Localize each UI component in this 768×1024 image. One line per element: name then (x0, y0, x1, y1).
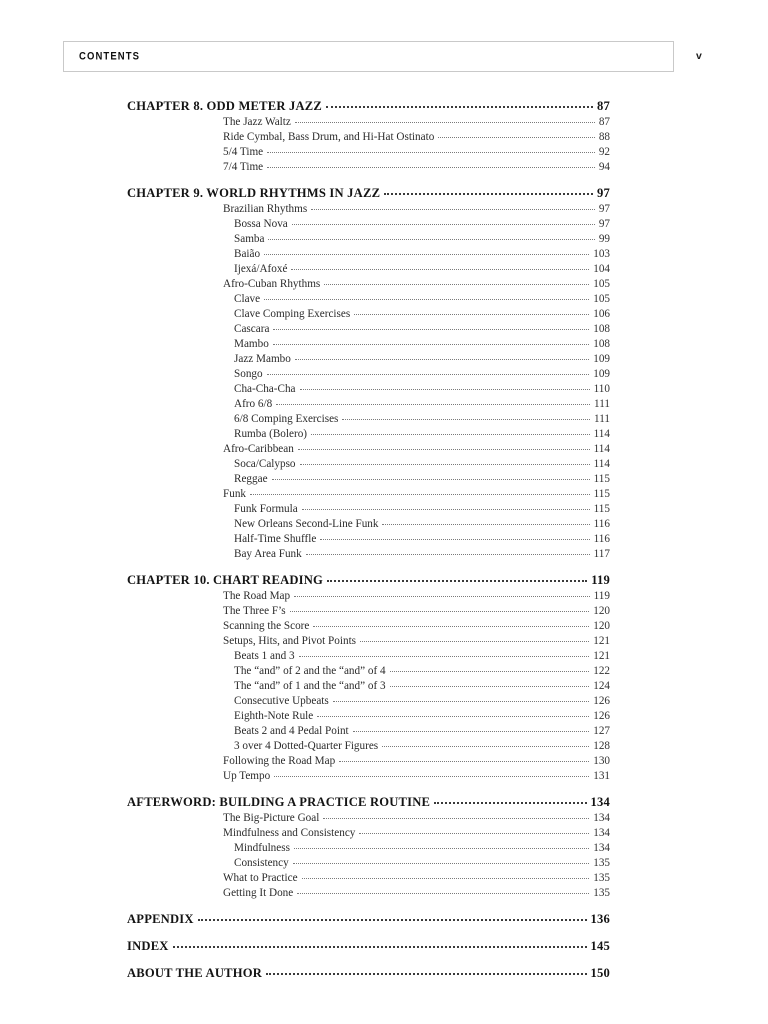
dot-leader (333, 701, 589, 702)
toc-entry-label: 7/4 Time (223, 161, 264, 173)
page-number: 115 (593, 503, 610, 515)
toc-entry-label: The “and” of 1 and the “and” of 3 (234, 680, 386, 692)
toc-heading-label: INDEX (127, 939, 169, 953)
toc-entry-row (127, 131, 610, 146)
dot-leader (264, 299, 589, 300)
dot-leader (311, 209, 595, 210)
page-number: 145 (590, 939, 610, 953)
toc-entry-row (127, 353, 610, 368)
page-number: 122 (593, 665, 610, 677)
toc-entry-row (127, 488, 610, 503)
toc-entry-row (127, 503, 610, 518)
toc-entry-row (127, 842, 610, 857)
page-number: 104 (593, 263, 610, 275)
toc-entry-row (127, 473, 610, 488)
page-number: 131 (593, 770, 610, 782)
toc-entry-row (127, 398, 610, 413)
dot-leader (294, 848, 589, 849)
page-number: 134 (593, 842, 610, 854)
toc-entry-label: Afro-Cuban Rhythms (223, 278, 321, 290)
toc-entry-row (127, 827, 610, 842)
toc-entry-row (127, 203, 610, 218)
dot-leader (276, 404, 590, 405)
toc-entry-label: Consistency (234, 857, 289, 869)
page-number: 105 (593, 278, 610, 290)
toc-entry-label: What to Practice (223, 872, 298, 884)
toc-entry-row (127, 161, 610, 176)
dot-leader (434, 802, 586, 804)
dot-leader (300, 389, 590, 390)
toc-heading-row (127, 99, 610, 116)
page-number: 87 (598, 116, 610, 128)
toc-entry-row (127, 635, 610, 650)
page-number: 114 (593, 443, 610, 455)
toc-entry-row (127, 263, 610, 278)
dot-leader (302, 878, 590, 879)
toc-entry-row (127, 233, 610, 248)
dot-leader (360, 641, 589, 642)
dot-leader (353, 731, 590, 732)
dot-leader (311, 434, 590, 435)
toc-entry-label: Funk Formula (234, 503, 298, 515)
page-number: 134 (590, 795, 610, 809)
toc-entry-label: The Big-Picture Goal (223, 812, 320, 824)
toc-entry-label: Setups, Hits, and Pivot Points (223, 635, 357, 647)
toc-entry-row (127, 338, 610, 353)
toc-heading-label: CHAPTER 10. CHART READING (127, 573, 324, 587)
toc-heading-row (127, 966, 610, 983)
toc-heading-label: AFTERWORD: BUILDING A PRACTICE ROUTINE (127, 795, 431, 809)
toc-entry-label: Afro-Caribbean (223, 443, 294, 455)
toc-entry-row (127, 695, 610, 710)
page-number: 88 (598, 131, 610, 143)
toc-entry-label: Up Tempo (223, 770, 271, 782)
toc-entry-label: The Three F’s (223, 605, 286, 617)
page-number: 135 (593, 857, 610, 869)
dot-leader (267, 152, 595, 153)
toc-entry-row (127, 518, 610, 533)
page-number: 127 (593, 725, 610, 737)
page-number: 150 (590, 966, 610, 980)
toc-section (127, 966, 610, 983)
page-number: 116 (593, 533, 610, 545)
toc-section (127, 912, 610, 929)
toc-heading-label: ABOUT THE AUTHOR (127, 966, 263, 980)
dot-leader (290, 611, 590, 612)
toc-entry-row (127, 770, 610, 785)
toc-entry-row (127, 248, 610, 263)
dot-leader (300, 464, 590, 465)
toc-entry-label: Eighth-Note Rule (234, 710, 314, 722)
toc-entry-row (127, 383, 610, 398)
toc-heading-row (127, 186, 610, 203)
dot-leader (327, 580, 587, 582)
dot-leader (306, 554, 590, 555)
page-number: 121 (593, 650, 610, 662)
toc-entry-label: The “and” of 2 and the “and” of 4 (234, 665, 386, 677)
dot-leader (267, 374, 590, 375)
page-number: 108 (593, 323, 610, 335)
dot-leader (323, 818, 589, 819)
page-number: 117 (593, 548, 610, 560)
page-number: 109 (593, 368, 610, 380)
dot-leader (299, 656, 590, 657)
page-number: 128 (593, 740, 610, 752)
page-number: 120 (593, 620, 610, 632)
toc-entry-row (127, 458, 610, 473)
dot-leader (272, 479, 590, 480)
toc-entry-label: Afro 6/8 (234, 398, 273, 410)
dot-leader (273, 329, 589, 330)
toc-entry-label: Samba (234, 233, 265, 245)
dot-leader (390, 686, 590, 687)
dot-leader (342, 419, 590, 420)
page-number: 136 (590, 912, 610, 926)
dot-leader (266, 973, 586, 975)
toc-entry-label: Songo (234, 368, 263, 380)
toc-entry-label: Ride Cymbal, Bass Drum, and Hi-Hat Ostinato (223, 131, 435, 143)
toc-entry-row (127, 116, 610, 131)
page-number: 94 (598, 161, 610, 173)
page-number: 114 (593, 458, 610, 470)
toc-entry-row (127, 650, 610, 665)
dot-leader (294, 596, 590, 597)
toc-heading-row (127, 912, 610, 929)
toc-entry-row (127, 428, 610, 443)
dot-leader (250, 494, 590, 495)
toc-entry-label: Jazz Mambo (234, 353, 291, 365)
page-number: 108 (593, 338, 610, 350)
toc-entry-row (127, 887, 610, 902)
page-number: 99 (598, 233, 610, 245)
toc-entry-row (127, 146, 610, 161)
toc-entry-label: Mambo (234, 338, 269, 350)
toc-section (127, 795, 610, 902)
toc-entry-row (127, 857, 610, 872)
page-number: 97 (597, 186, 610, 200)
dot-leader (326, 106, 593, 108)
dot-leader (297, 893, 589, 894)
toc-entry-label: Clave Comping Exercises (234, 308, 351, 320)
page-number: 121 (593, 635, 610, 647)
dot-leader (324, 284, 589, 285)
dot-leader (382, 746, 589, 747)
dot-leader (339, 761, 589, 762)
page-number: 119 (591, 573, 610, 587)
dot-leader (320, 539, 589, 540)
toc-section (127, 573, 610, 785)
page-number: 97 (598, 218, 610, 230)
dot-leader (313, 626, 589, 627)
page-number: 134 (593, 827, 610, 839)
toc-entry-label: Beats 2 and 4 Pedal Point (234, 725, 349, 737)
page-number: 116 (593, 518, 610, 530)
toc-entry-label: Following the Road Map (223, 755, 336, 767)
dot-leader (317, 716, 589, 717)
page-number: 105 (593, 293, 610, 305)
toc-entry-row (127, 872, 610, 887)
toc-entry-label: 6/8 Comping Exercises (234, 413, 339, 425)
toc-entry-row (127, 710, 610, 725)
toc-entry-label: Funk (223, 488, 247, 500)
toc-entry-row (127, 620, 610, 635)
toc-entry-label: The Jazz Waltz (223, 116, 291, 128)
dot-leader (292, 224, 595, 225)
page-number: 126 (593, 710, 610, 722)
toc-entry-label: Mindfulness and Consistency (223, 827, 356, 839)
toc-entry-row (127, 293, 610, 308)
toc-heading-row (127, 573, 610, 590)
dot-leader (295, 359, 589, 360)
page-number: 92 (598, 146, 610, 158)
page-number: 109 (593, 353, 610, 365)
page-number: 130 (593, 755, 610, 767)
page-number: 111 (594, 398, 610, 410)
toc-entry-label: Bossa Nova (234, 218, 288, 230)
page-number: 97 (598, 203, 610, 215)
dot-leader (264, 254, 589, 255)
toc-entry-row (127, 740, 610, 755)
dot-leader (438, 137, 595, 138)
page-number: 120 (593, 605, 610, 617)
toc-entry-label: Brazilian Rhythms (223, 203, 308, 215)
dot-leader (173, 946, 587, 948)
page-number: 115 (593, 488, 610, 500)
toc-entry-row (127, 605, 610, 620)
toc-entry-label: Half-Time Shuffle (234, 533, 317, 545)
dot-leader (359, 833, 589, 834)
toc-entry-label: Cha-Cha-Cha (234, 383, 296, 395)
toc-entry-label: Ijexá/Afoxé (234, 263, 288, 275)
page-number: 126 (593, 695, 610, 707)
toc-entry-label: Consecutive Upbeats (234, 695, 329, 707)
page-number: 87 (597, 99, 610, 113)
page-number: 114 (593, 428, 610, 440)
toc-entry-label: Getting It Done (223, 887, 294, 899)
page-number: 106 (593, 308, 610, 320)
toc-entry-row (127, 812, 610, 827)
toc-entry-label: The Road Map (223, 590, 291, 602)
dot-leader (268, 239, 594, 240)
toc-entry-label: Beats 1 and 3 (234, 650, 295, 662)
toc-heading-row (127, 795, 610, 812)
toc-heading-label: CHAPTER 8. ODD METER JAZZ (127, 99, 322, 113)
dot-leader (382, 524, 589, 525)
toc-entry-label: Mindfulness (234, 842, 290, 854)
toc-entry-label: Cascara (234, 323, 270, 335)
toc-entry-row (127, 368, 610, 383)
dot-leader (302, 509, 590, 510)
toc-entry-label: 3 over 4 Dotted-Quarter Figures (234, 740, 379, 752)
toc-entry-label: 5/4 Time (223, 146, 264, 158)
toc-entry-label: Rumba (Bolero) (234, 428, 308, 440)
toc-heading-label: CHAPTER 9. WORLD RHYTHMS IN JAZZ (127, 186, 381, 200)
toc-entry-row (127, 323, 610, 338)
toc-entry-label: Soca/Calypso (234, 458, 296, 470)
toc-section (127, 99, 610, 176)
page-number: 111 (594, 413, 610, 425)
folio-page-number: v (696, 50, 702, 62)
toc-entry-label: Scanning the Score (223, 620, 310, 632)
toc-entry-row (127, 680, 610, 695)
dot-leader (298, 449, 590, 450)
toc-entry-row (127, 443, 610, 458)
dot-leader (267, 167, 595, 168)
dot-leader (295, 122, 595, 123)
page-number: 110 (593, 383, 610, 395)
toc-entry-row (127, 590, 610, 605)
contents-header-title: CONTENTS (79, 50, 141, 63)
page-number: 115 (593, 473, 610, 485)
dot-leader (274, 776, 589, 777)
toc-entry-label: Bay Area Funk (234, 548, 302, 560)
toc-entry-row (127, 218, 610, 233)
toc-entry-row (127, 665, 610, 680)
contents-header-box (63, 41, 674, 72)
dot-leader (293, 863, 590, 864)
page-number: 103 (593, 248, 610, 260)
toc-section (127, 939, 610, 956)
page-number: 135 (593, 872, 610, 884)
toc-heading-label: APPENDIX (127, 912, 194, 926)
toc-entry-row (127, 278, 610, 293)
toc-entry-label: Clave (234, 293, 261, 305)
page-number: 119 (593, 590, 610, 602)
table-of-contents (127, 99, 610, 983)
toc-entry-row (127, 725, 610, 740)
dot-leader (273, 344, 589, 345)
toc-entry-row (127, 533, 610, 548)
page-number: 134 (593, 812, 610, 824)
toc-entry-label: Reggae (234, 473, 268, 485)
toc-entry-row (127, 548, 610, 563)
toc-entry-label: New Orleans Second-Line Funk (234, 518, 379, 530)
toc-entry-row (127, 413, 610, 428)
dot-leader (198, 919, 587, 921)
dot-leader (291, 269, 589, 270)
dot-leader (354, 314, 589, 315)
page-number: 135 (593, 887, 610, 899)
dot-leader (384, 193, 593, 195)
dot-leader (390, 671, 590, 672)
toc-entry-row (127, 755, 610, 770)
toc-entry-label: Baião (234, 248, 261, 260)
toc-entry-row (127, 308, 610, 323)
page-number: 124 (593, 680, 610, 692)
toc-section (127, 186, 610, 563)
toc-heading-row (127, 939, 610, 956)
